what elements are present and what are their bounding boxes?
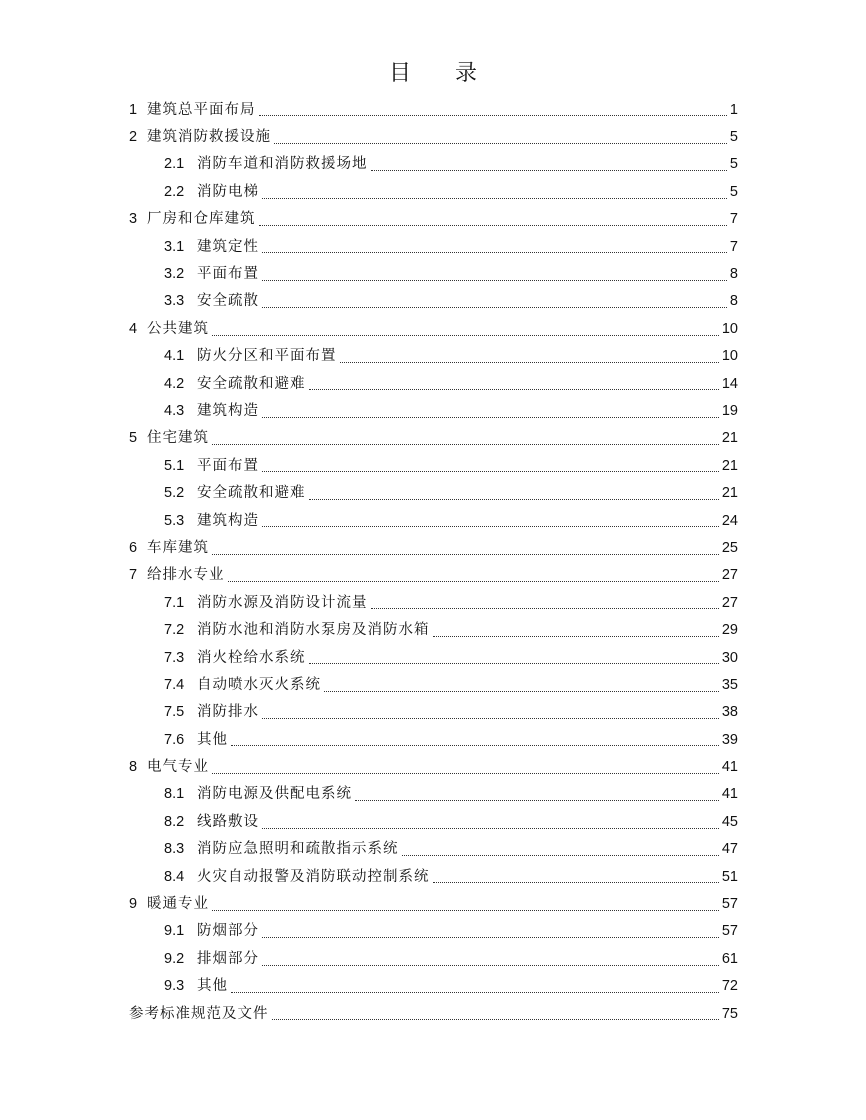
toc-dot-leader (262, 822, 719, 829)
toc-entry[interactable] (129, 589, 738, 616)
toc-entry[interactable] (129, 644, 738, 671)
toc-entry-number: 4.3 (164, 402, 185, 419)
toc-dot-leader (262, 301, 727, 308)
toc-entry-number: 7 (129, 567, 138, 584)
toc-entry-title: 消火栓给水系统 (197, 649, 306, 666)
toc-entry-number: 5.3 (164, 512, 185, 529)
toc-entry-page-number: 41 (721, 759, 738, 776)
toc-dot-leader (212, 904, 719, 911)
toc-entry[interactable] (129, 96, 738, 123)
toc-entry-title: 火灾自动报警及消防联动控制系统 (197, 868, 430, 885)
toc-entry-page-number: 7 (729, 238, 738, 255)
toc-entry[interactable] (129, 534, 738, 561)
toc-dot-leader (433, 876, 719, 883)
toc-dot-leader (402, 849, 719, 856)
toc-title: 目 录 (388, 61, 477, 86)
toc-dot-leader (228, 575, 719, 582)
toc-entry-title: 给排水专业 (147, 567, 225, 584)
toc-dot-leader (212, 438, 719, 445)
toc-entry-number: 4 (129, 320, 138, 337)
toc-dot-leader (262, 411, 719, 418)
toc-entry-page-number: 47 (721, 841, 738, 858)
toc-entry-page-number: 57 (721, 896, 738, 913)
toc-entry[interactable] (129, 151, 738, 178)
toc-entry[interactable] (129, 1000, 738, 1027)
toc-entry-number: 6 (129, 539, 138, 556)
toc-entry[interactable] (129, 178, 738, 205)
toc-entry[interactable] (129, 726, 738, 753)
toc-entry[interactable] (129, 507, 738, 534)
toc-entry[interactable] (129, 945, 738, 972)
toc-dot-leader (433, 630, 719, 637)
toc-entry-number: 9.1 (164, 923, 185, 940)
toc-entry-page-number: 38 (721, 704, 738, 721)
toc-entry-number: 2.1 (164, 156, 185, 173)
toc-entry-number: 3.3 (164, 293, 185, 310)
toc-entry-page-number: 5 (729, 183, 738, 200)
toc-entry-title: 参考标准规范及文件 (129, 1005, 269, 1022)
toc-entry-title: 排烟部分 (197, 950, 259, 967)
toc-entry-title: 其他 (197, 978, 228, 995)
toc-dot-leader (262, 959, 719, 966)
toc-dot-leader (355, 794, 719, 801)
toc-entry-title: 安全疏散和避难 (197, 375, 306, 392)
toc-entry-title: 公共建筑 (147, 320, 209, 337)
toc-entry-title: 建筑总平面布局 (147, 101, 256, 118)
toc-entry[interactable] (129, 370, 738, 397)
toc-entry-page-number: 75 (721, 1005, 738, 1022)
toc-entry-title: 建筑构造 (197, 512, 259, 529)
toc-entry-number: 8.1 (164, 786, 185, 803)
toc-entry-page-number: 41 (721, 786, 738, 803)
toc-entry[interactable] (129, 918, 738, 945)
toc-dot-leader (274, 137, 727, 144)
toc-entry[interactable] (129, 233, 738, 260)
toc-entry-number: 9.3 (164, 978, 185, 995)
toc-dot-leader (371, 602, 719, 609)
toc-dot-leader (309, 657, 719, 664)
toc-entry-page-number: 21 (721, 485, 738, 502)
toc-dot-leader (262, 246, 727, 253)
toc-entry-page-number: 24 (721, 512, 738, 529)
toc-entry-page-number: 29 (721, 622, 738, 639)
toc-entry[interactable] (129, 123, 738, 150)
toc-entry-number: 8.4 (164, 868, 185, 885)
toc-dot-leader (262, 465, 719, 472)
toc-entry-page-number: 57 (721, 923, 738, 940)
toc-entry[interactable] (129, 397, 738, 424)
toc-entry-page-number: 35 (721, 676, 738, 693)
toc-entry-title: 暖通专业 (147, 896, 209, 913)
toc-entry[interactable] (129, 425, 738, 452)
toc-entry-number: 5.2 (164, 485, 185, 502)
toc-entry-number: 4.2 (164, 375, 185, 392)
toc-entry-page-number: 21 (721, 430, 738, 447)
toc-entry-page-number: 8 (729, 293, 738, 310)
toc-entry[interactable] (129, 206, 738, 233)
toc-entry-number: 7.1 (164, 594, 185, 611)
toc-entry-page-number: 7 (729, 211, 738, 228)
toc-entry-title: 其他 (197, 731, 228, 748)
toc-entry-title: 建筑消防救援设施 (147, 129, 271, 146)
toc-dot-leader (262, 712, 719, 719)
toc-entry-title: 消防电梯 (197, 183, 259, 200)
toc-entry-number: 2 (129, 129, 138, 146)
toc-entry-number: 7.2 (164, 622, 185, 639)
toc-entry-number: 4.1 (164, 348, 185, 365)
toc-entry-page-number: 8 (729, 266, 738, 283)
toc-entry-title: 安全疏散和避难 (197, 485, 306, 502)
toc-entry[interactable] (129, 288, 738, 315)
toc-entry-number: 9.2 (164, 950, 185, 967)
toc-entry-title: 消防电源及供配电系统 (197, 786, 352, 803)
toc-entry-page-number: 61 (721, 950, 738, 967)
toc-entry[interactable] (129, 781, 738, 808)
toc-entry-title: 自动喷水灭火系统 (197, 676, 321, 693)
toc-entry-title: 消防应急照明和疏散指示系统 (197, 841, 399, 858)
toc-entry-number: 3 (129, 211, 138, 228)
toc-entry-page-number: 10 (721, 348, 738, 365)
toc-entry-page-number: 39 (721, 731, 738, 748)
toc-entry-title: 厂房和仓库建筑 (147, 211, 256, 228)
toc-entry-page-number: 10 (721, 320, 738, 337)
toc-dot-leader (324, 685, 719, 692)
toc-entry-number: 9 (129, 896, 138, 913)
toc-entry-page-number: 21 (721, 457, 738, 474)
toc-dot-leader (212, 767, 719, 774)
toc-entry-page-number: 25 (721, 539, 738, 556)
toc-dot-leader (309, 383, 719, 390)
toc-entry-number: 7.4 (164, 676, 185, 693)
toc-entry-title: 建筑定性 (197, 238, 259, 255)
toc-entry-title: 建筑构造 (197, 402, 259, 419)
toc-entry-title: 防烟部分 (197, 923, 259, 940)
toc-entry-number: 2.2 (164, 183, 185, 200)
toc-entry-number: 7.6 (164, 731, 185, 748)
toc-entry-number: 7.3 (164, 649, 185, 666)
toc-entry-number: 3.2 (164, 266, 185, 283)
toc-entry-title: 防火分区和平面布置 (197, 348, 337, 365)
toc-entry-page-number: 5 (729, 129, 738, 146)
toc-entry[interactable] (129, 479, 738, 506)
toc-entry[interactable] (129, 452, 738, 479)
toc-dot-leader (262, 274, 727, 281)
toc-entry-title: 消防排水 (197, 704, 259, 721)
toc-entry-number: 3.1 (164, 238, 185, 255)
toc-entry-title: 消防车道和消防救援场地 (197, 156, 368, 173)
toc-entry-title: 消防水源及消防设计流量 (197, 594, 368, 611)
toc-entry-number: 8.3 (164, 841, 185, 858)
toc-entry-number: 1 (129, 101, 138, 118)
toc-entry[interactable] (129, 616, 738, 643)
toc-entry-page-number: 45 (721, 813, 738, 830)
toc-entry[interactable] (129, 562, 738, 589)
toc-entry-page-number: 72 (721, 978, 738, 995)
toc-entry[interactable] (129, 808, 738, 835)
toc-entry-page-number: 19 (721, 402, 738, 419)
toc-dot-leader (371, 164, 727, 171)
toc-entry-page-number: 51 (721, 868, 738, 885)
toc-dot-leader (259, 109, 727, 116)
toc-entry[interactable] (129, 863, 738, 890)
toc-dot-leader (231, 986, 719, 993)
toc-dot-leader (262, 520, 719, 527)
toc-entry[interactable] (129, 890, 738, 917)
toc-entry-page-number: 27 (721, 594, 738, 611)
toc-entry-title: 平面布置 (197, 457, 259, 474)
toc-dot-leader (212, 548, 719, 555)
toc-dot-leader (212, 329, 719, 336)
toc-entry[interactable] (129, 343, 738, 370)
toc-dot-leader (259, 219, 727, 226)
toc-entry-page-number: 1 (729, 101, 738, 118)
toc-entry-page-number: 30 (721, 649, 738, 666)
toc-dot-leader (340, 356, 719, 363)
toc-entry-number: 8 (129, 759, 138, 776)
toc-entry-title: 线路敷设 (197, 813, 259, 830)
toc-entry-page-number: 14 (721, 375, 738, 392)
toc-entry-title: 安全疏散 (197, 293, 259, 310)
toc-entry-title: 住宅建筑 (147, 430, 209, 447)
toc-entry[interactable] (129, 973, 738, 1000)
toc-dot-leader (309, 493, 719, 500)
toc-dot-leader (231, 739, 719, 746)
toc-entry-page-number: 27 (721, 567, 738, 584)
toc-entry[interactable] (129, 671, 738, 698)
toc-list (129, 96, 738, 1027)
toc-entry-number: 5 (129, 430, 138, 447)
toc-entry-title: 消防水池和消防水泵房及消防水箱 (197, 622, 430, 639)
toc-dot-leader (262, 192, 727, 199)
toc-entry[interactable] (129, 260, 738, 287)
toc-entry[interactable] (129, 753, 738, 780)
toc-entry[interactable] (129, 315, 738, 342)
toc-dot-leader (262, 931, 719, 938)
toc-entry-title: 电气专业 (147, 759, 209, 776)
toc-entry-number: 5.1 (164, 457, 185, 474)
toc-entry-number: 8.2 (164, 813, 185, 830)
toc-entry-number: 7.5 (164, 704, 185, 721)
toc-entry[interactable] (129, 699, 738, 726)
toc-dot-leader (272, 1013, 719, 1020)
toc-entry-title: 平面布置 (197, 266, 259, 283)
toc-entry-title: 车库建筑 (147, 539, 209, 556)
toc-entry[interactable] (129, 836, 738, 863)
toc-entry-page-number: 5 (729, 156, 738, 173)
